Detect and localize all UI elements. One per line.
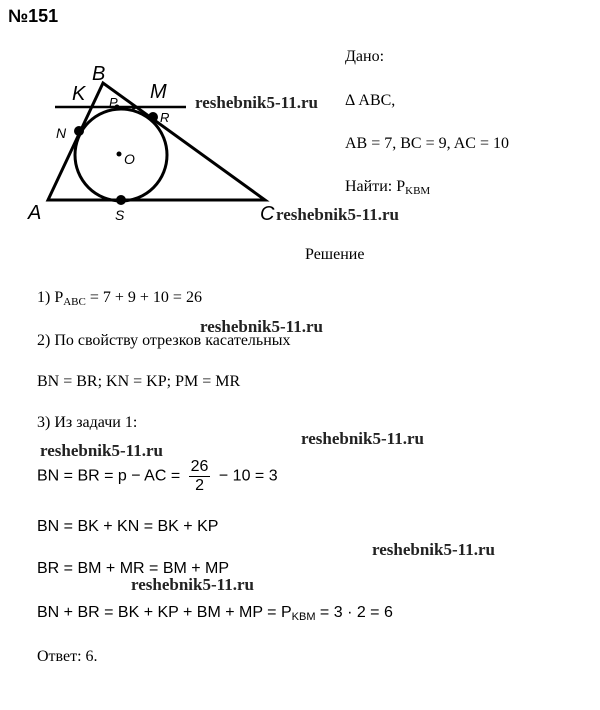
fraction-numerator: 26 — [190, 458, 209, 475]
watermark: reshebnik5-11.ru — [372, 540, 495, 559]
watermark: reshebnik5-11.ru — [200, 317, 323, 336]
label-p: P — [109, 95, 118, 110]
step1-prefix: 1) P — [37, 289, 64, 306]
given-header: Дано: — [345, 48, 385, 65]
answer: Ответ: 6. — [37, 648, 98, 665]
step1-rest: = 7 + 9 + 10 = 26 — [85, 289, 202, 306]
point-s — [116, 195, 126, 205]
point-n — [74, 126, 84, 136]
find-sub: KBM — [405, 185, 431, 197]
label-s: S — [115, 207, 125, 223]
eq1-right: − 10 = 3 — [218, 467, 278, 485]
given-sides: AB = 7, BC = 9, AC = 10 — [345, 135, 509, 152]
label-a: A — [28, 202, 42, 224]
problem-number: №151 — [8, 6, 59, 26]
solution-heading: Решение — [305, 246, 365, 263]
equation-3: BR = BM + MR = BM + MP — [37, 560, 230, 577]
find-statement — [345, 178, 430, 197]
watermark: reshebnik5-11.ru — [301, 429, 424, 448]
label-n: N — [56, 125, 67, 141]
label-m: M — [150, 81, 167, 103]
equation-4 — [37, 604, 393, 623]
fraction-denominator: 2 — [195, 476, 204, 494]
fraction — [189, 458, 211, 494]
triangle-incircle-figure — [0, 0, 600, 240]
eq4-left: BN + BR = BK + KP + BM + MP = P — [37, 604, 292, 621]
step-2-text: 2) По свойству отрезков касательных — [37, 332, 291, 349]
step-1 — [37, 289, 202, 308]
given-triangle: Δ ABC, — [345, 92, 396, 109]
eq4-right: = 3 · 2 = 6 — [315, 604, 393, 621]
watermark: reshebnik5-11.ru — [195, 93, 318, 112]
label-r: R — [160, 110, 170, 125]
point-m — [132, 105, 137, 110]
label-c: C — [260, 203, 275, 225]
label-b: B — [92, 63, 106, 85]
eq4-sub: KBM — [291, 611, 316, 623]
watermark: reshebnik5-11.ru — [40, 441, 163, 460]
step1-sub: ABC — [63, 296, 86, 308]
point-o — [117, 152, 122, 157]
step-3-text: 3) Из задачи 1: — [37, 414, 138, 431]
label-o: O — [124, 151, 135, 167]
equation-2: BN = BK + KN = BK + KP — [37, 518, 219, 535]
watermark: reshebnik5-11.ru — [131, 575, 254, 594]
point-r — [148, 112, 158, 122]
eq1-left: BN = BR = p − AC = — [37, 467, 181, 485]
label-k: K — [72, 83, 86, 105]
watermark: reshebnik5-11.ru — [276, 205, 399, 224]
equation-1 — [37, 458, 278, 494]
find-label: Найти: P — [345, 178, 406, 195]
step-2-equation: BN = BR; KN = KP; PM = MR — [37, 373, 241, 390]
